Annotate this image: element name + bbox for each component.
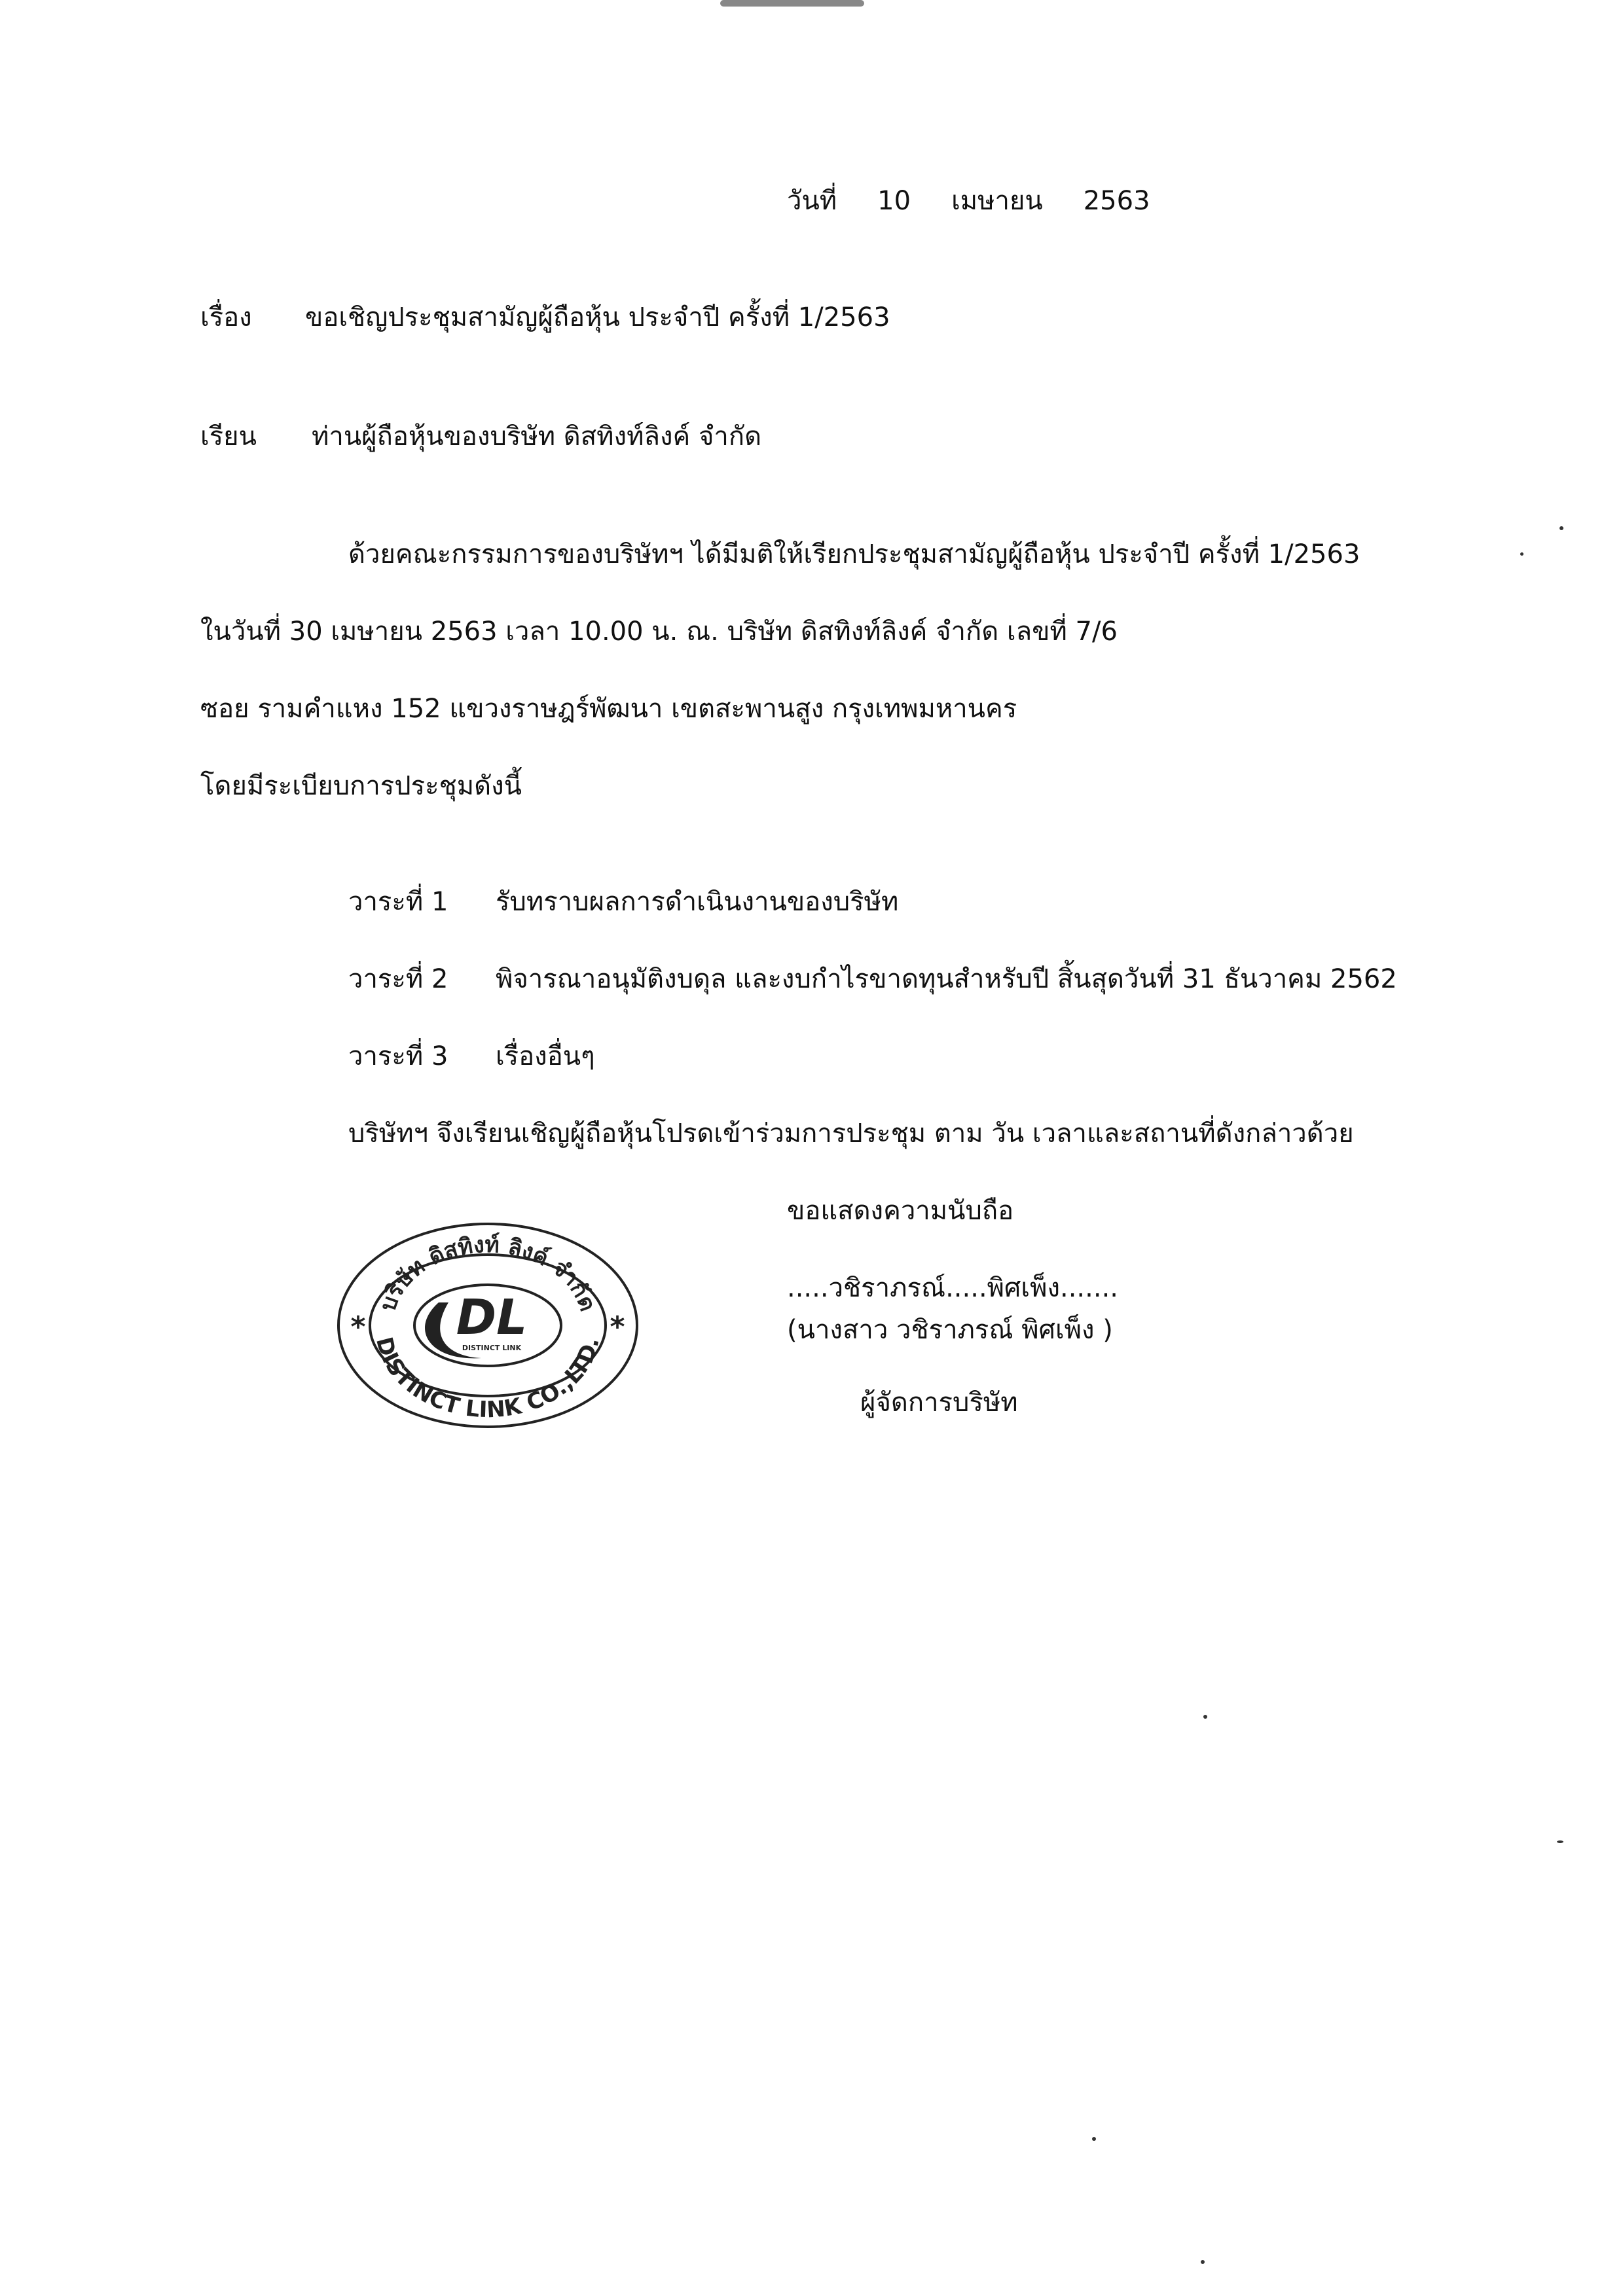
closing-regards: ขอแสดงความนับถือ bbox=[787, 1196, 1014, 1226]
stamp-logo-text: DL bbox=[456, 1289, 528, 1346]
company-stamp bbox=[331, 1217, 645, 1433]
body-line-4: โดยมีระเบียบการประชุมดังนี้ bbox=[200, 771, 522, 801]
date-day: 10 bbox=[877, 186, 911, 216]
body-line-1: ด้วยคณะกรรมการของบริษัทฯ ได้มีมติให้เรียกประชุมสามัญผู้ถือหุ้น ประจำปี ครั้งที่ 1/2563 bbox=[348, 539, 1360, 569]
stamp-logo-small-text: DISTINCT LINK bbox=[462, 1344, 522, 1352]
letter-date bbox=[787, 185, 1150, 217]
agenda-text: รับทราบผลการดำเนินงานของบริษัท bbox=[496, 887, 899, 917]
signatory-position: ผู้จัดการบริษัท bbox=[860, 1388, 1018, 1418]
agenda-item bbox=[348, 963, 1397, 996]
scan-speck bbox=[1201, 2260, 1205, 2264]
body-line-3: ซอย รามคำแหง 152 แขวงราษฎร์พัฒนา เขตสะพานสูง กรุงเทพมหานคร bbox=[200, 694, 1017, 724]
signatory-name: (นางสาว วชิราภรณ์ พิศเพ็ง ) bbox=[787, 1315, 1113, 1345]
date-month: เมษายน bbox=[951, 186, 1043, 216]
scan-speck bbox=[720, 0, 864, 7]
agenda-text: พิจารณาอนุมัติงบดุล และงบกำไรขาดทุนสำหรับปี สิ้นสุดวันที่ 31 ธันวาคม 2562 bbox=[496, 964, 1397, 994]
stamp-star-left: * bbox=[350, 1310, 366, 1344]
agenda-label: วาระที่ 2 bbox=[348, 964, 448, 994]
scan-speck bbox=[1520, 552, 1523, 556]
agenda-item bbox=[348, 886, 898, 918]
scan-speck bbox=[1203, 1715, 1207, 1719]
stamp-bottom-text: DISTINCT LINK CO.,LTD. bbox=[371, 1334, 605, 1424]
recipient-label: เรียน bbox=[200, 422, 257, 452]
recipient-text: ท่านผู้ถือหุ้นของบริษัท ดิสทิงท์ลิงค์ จำกัด bbox=[312, 422, 762, 452]
recipient-line bbox=[200, 420, 761, 453]
date-year: 2563 bbox=[1083, 186, 1150, 216]
agenda-label: วาระที่ 1 bbox=[348, 887, 448, 917]
agenda-text: เรื่องอื่นๆ bbox=[496, 1041, 595, 1071]
subject-line bbox=[200, 301, 890, 334]
scan-speck bbox=[1092, 2137, 1096, 2141]
scan-speck bbox=[1557, 1840, 1563, 1843]
subject-label: เรื่อง bbox=[200, 302, 252, 332]
invitation-line: บริษัทฯ จึงเรียนเชิญผู้ถือหุ้นโปรดเข้าร่วมการประชุม ตาม วัน เวลาและสถานที่ดังกล่าวด้วย bbox=[348, 1119, 1354, 1149]
date-day-label: วันที่ bbox=[787, 186, 837, 216]
stamp-star-right: * bbox=[610, 1310, 625, 1344]
body-line-2: ในวันที่ 30 เมษายน 2563 เวลา 10.00 น. ณ. บริษัท ดิสทิงท์ลิงค์ จำกัด เลขที่ 7/6 bbox=[200, 617, 1118, 647]
signature-line: .....วชิราภรณ์.....พิศเพ็ง....... bbox=[787, 1273, 1118, 1303]
scan-speck bbox=[1559, 526, 1563, 530]
stamp-top-text: บริษัท ดิสทิงท์ ลิงค์ จำกัด bbox=[374, 1231, 601, 1315]
agenda-item bbox=[348, 1040, 595, 1073]
agenda-label: วาระที่ 3 bbox=[348, 1041, 448, 1071]
subject-text: ขอเชิญประชุมสามัญผู้ถือหุ้น ประจำปี ครั้งที่ 1/2563 bbox=[305, 302, 890, 332]
